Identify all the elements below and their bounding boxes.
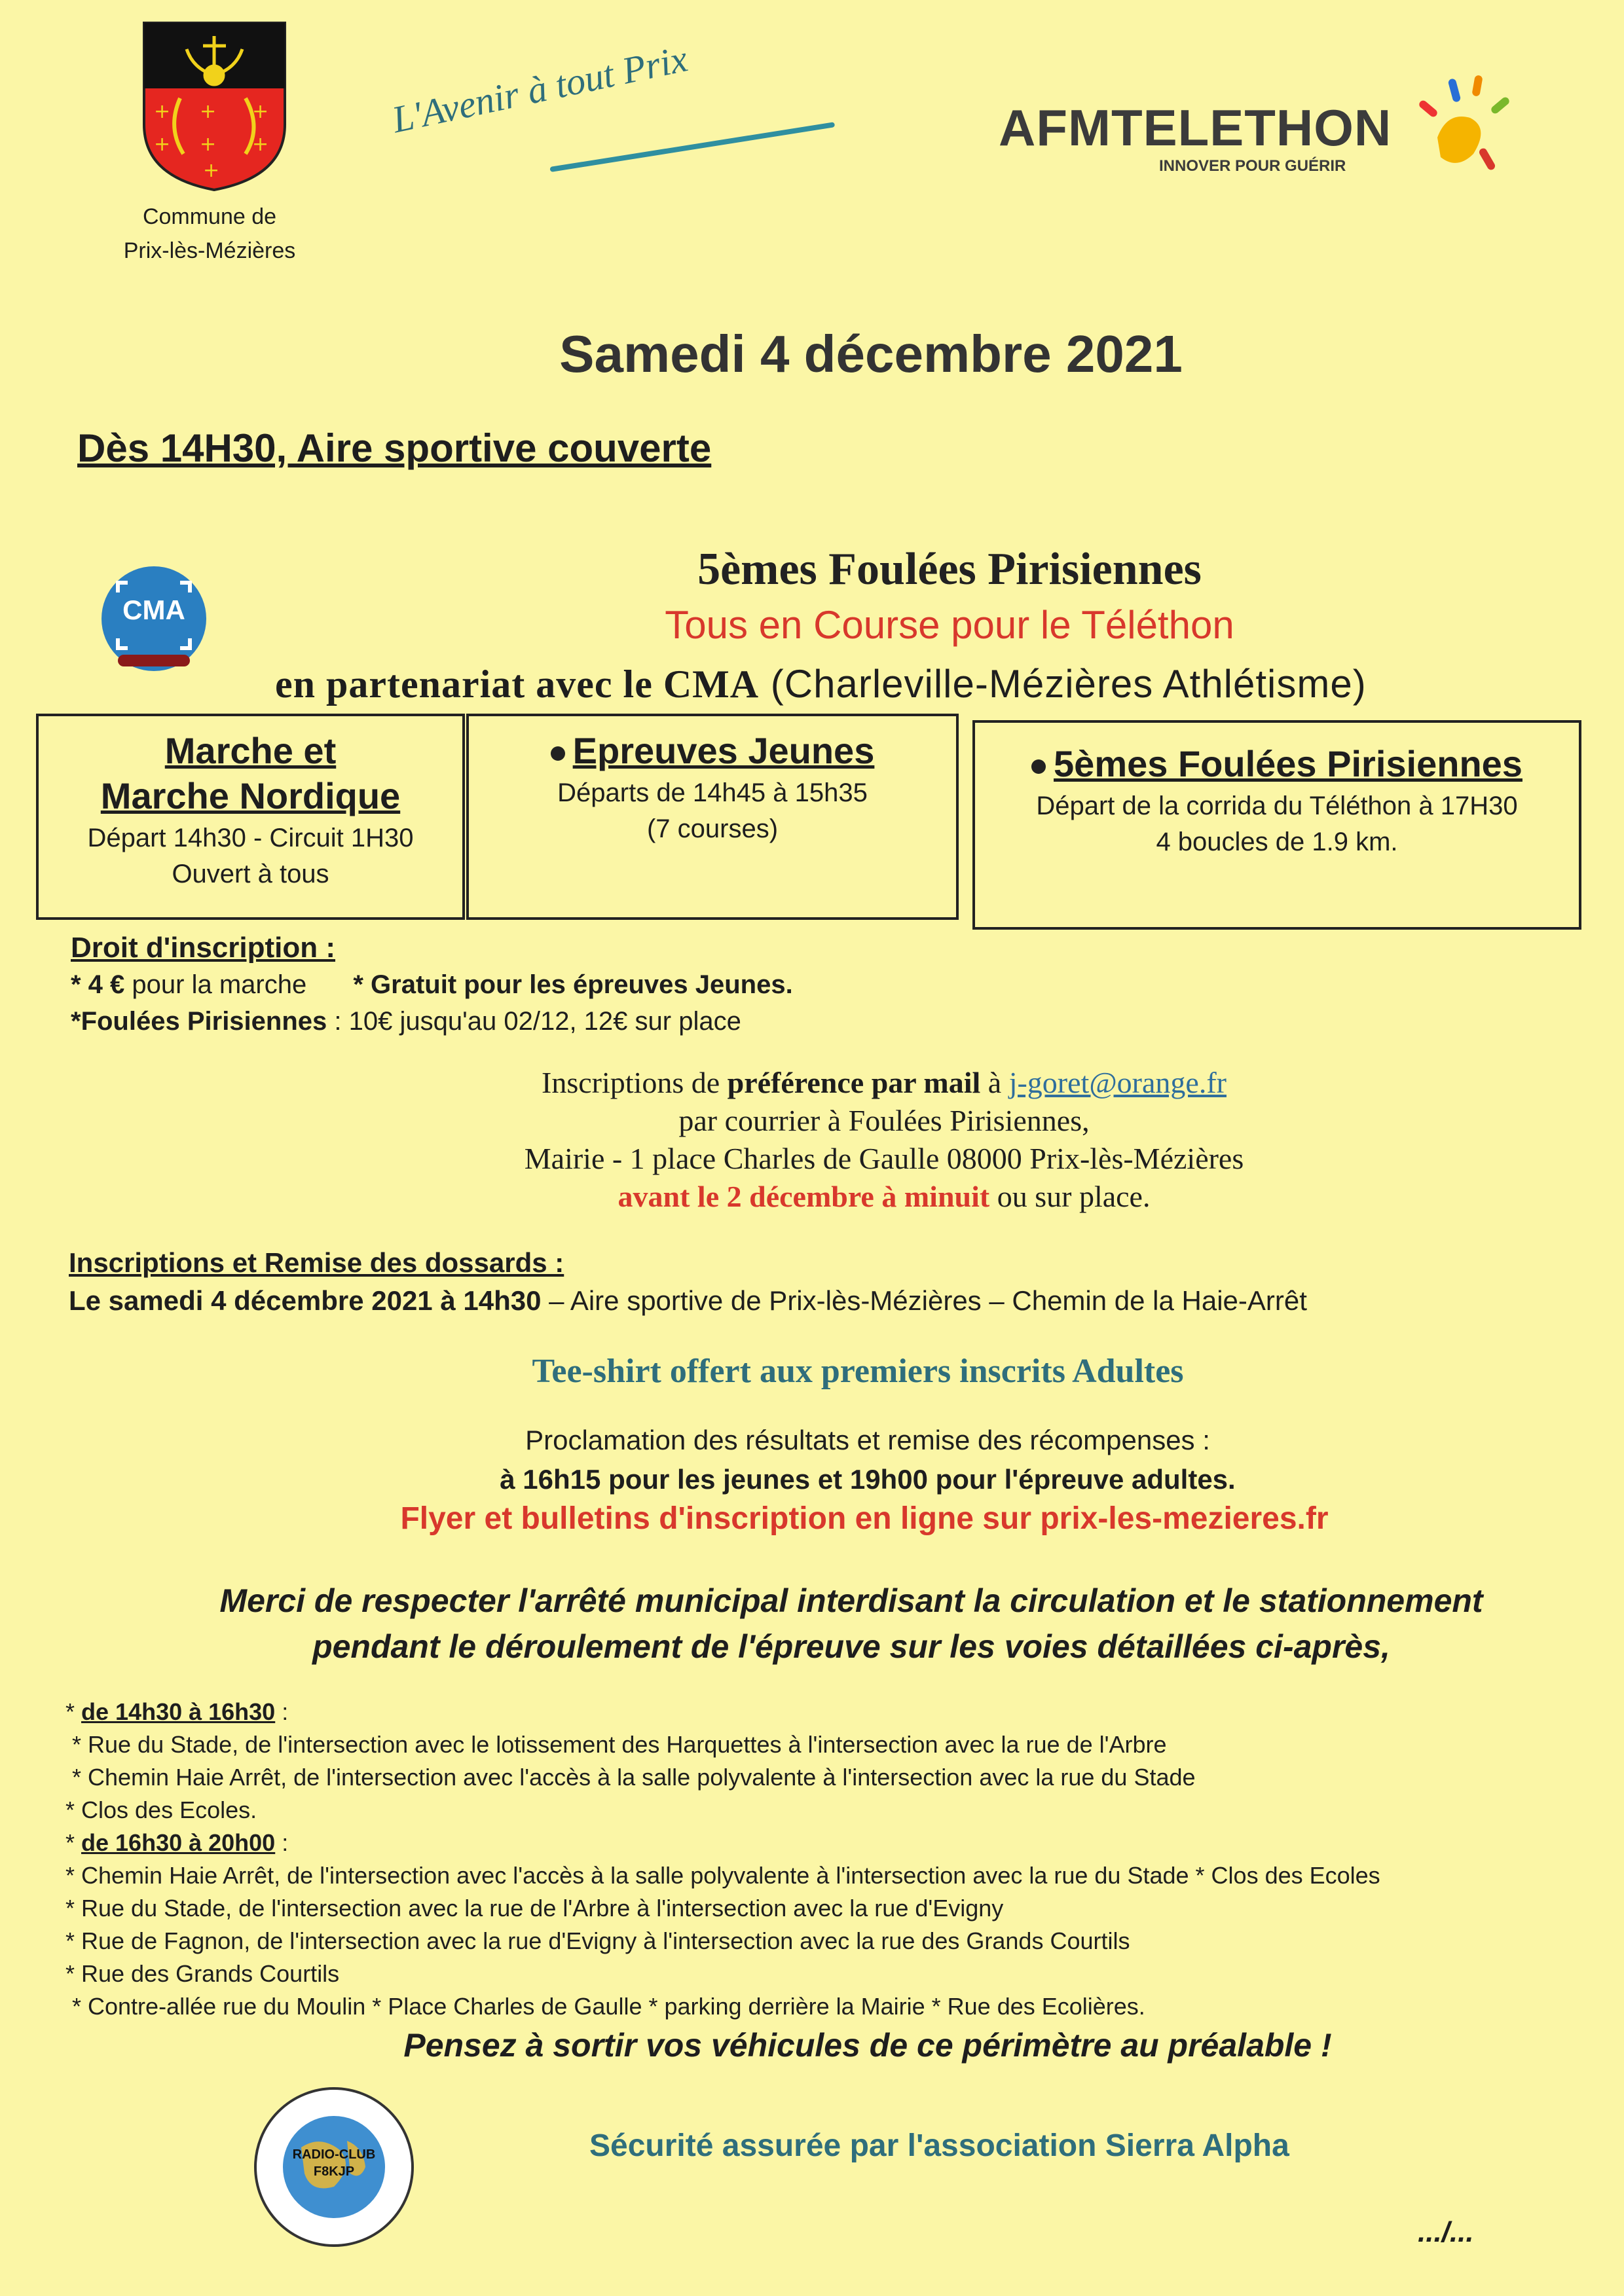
- radio-club-callsign: F8KJP: [313, 2164, 355, 2179]
- pensez-line: Pensez à sortir vos véhicules de ce périmètre au préalable !: [403, 2027, 1332, 2064]
- slogan-underline: [549, 122, 835, 172]
- period-1-title-row: [65, 1696, 1380, 1728]
- marche-title-2: Marche Nordique: [100, 775, 401, 816]
- inscriptions-preference: préférence par mail: [727, 1066, 981, 1099]
- inscriptions-text: Inscriptions de: [542, 1066, 728, 1099]
- radio-club-text: RADIO-CLUB: [292, 2147, 376, 2162]
- marche-line-2: Ouvert à tous: [172, 860, 329, 888]
- jeunes-title: Epreuves Jeunes: [572, 730, 875, 771]
- period-1-star: *: [65, 1698, 82, 1725]
- email-link[interactable]: j-goret@orange.fr: [1008, 1066, 1227, 1099]
- remise-place: – Aire sportive de Prix-lès-Mézières – Chemin de la Haie-Arrêt: [541, 1285, 1307, 1316]
- box-marche: [36, 714, 465, 920]
- flyer-line: Flyer et bulletins d'inscription en ligne sur prix-les-mezieres.fr: [400, 1501, 1329, 1536]
- bullet-icon: [1031, 759, 1046, 774]
- droit-section: [71, 930, 793, 1040]
- partnership-prefix: en partenariat avec le CMA: [275, 663, 760, 706]
- foulees-line-1: Départ de la corrida du Téléthon à 17H30: [1036, 792, 1518, 820]
- period-2-item: * Rue des Grands Courtils: [65, 1960, 340, 1987]
- svg-text:+: +: [154, 100, 171, 123]
- foulees-title-row: [975, 742, 1579, 785]
- commune-label: Commune de: [142, 204, 277, 229]
- droit-foulees-price: : 10€ jusqu'au 02/12, 12€ sur place: [327, 1007, 741, 1036]
- period-2-colon: :: [275, 1829, 289, 1856]
- marche-line-1: Départ 14h30 - Circuit 1H30: [87, 824, 414, 852]
- svg-text:+: +: [252, 133, 269, 156]
- inscriptions-line-4: [144, 1178, 1624, 1216]
- period-2-item: * Rue de Fagnon, de l'intersection avec la rue d'Evigny à l'intersection avec la rue des Grands Courtils: [65, 1927, 1130, 1954]
- jeunes-line-2: (7 courses): [646, 814, 779, 843]
- droit-marche-price: * 4 €: [71, 970, 125, 999]
- proclamation-section: [0, 1421, 1624, 1499]
- inscriptions-section: [0, 1064, 1624, 1216]
- remise-date: Le samedi 4 décembre 2021 à 14h30: [69, 1285, 542, 1316]
- proclamation-line-1: Proclamation des résultats et remise des récompenses :: [525, 1425, 1210, 1455]
- droit-jeunes: * Gratuit pour les épreuves Jeunes.: [353, 970, 793, 999]
- securite-line: Sécurité assurée par l'association Sierra Alpha: [589, 2128, 1289, 2163]
- foulees-title: 5èmes Foulées Pirisiennes: [1054, 743, 1522, 784]
- teeshirt-line: Tee-shirt offert aux premiers inscrits Adultes: [532, 1353, 1184, 1390]
- box-foulees: [972, 720, 1581, 930]
- inscriptions-line-3: Mairie - 1 place Charles de Gaulle 08000 Prix-lès-Mézières: [524, 1142, 1244, 1175]
- svg-text:+: +: [200, 100, 217, 123]
- svg-text:+: +: [252, 100, 269, 123]
- inscriptions-line-1: [144, 1064, 1624, 1102]
- svg-text:+: +: [200, 133, 217, 156]
- cma-logo-text: CMA: [122, 594, 185, 625]
- arrete-line-1: Merci de respecter l'arrêté municipal interdisant la circulation et le stationnement: [219, 1582, 1483, 1619]
- inscriptions-text-a: à: [980, 1066, 1009, 1099]
- period-2-item: * Rue du Stade, de l'intersection avec la rue de l'Arbre à l'intersection avec la rue d'Evigny: [65, 1895, 1004, 1922]
- radio-club-logo: [249, 2082, 419, 2252]
- telethon-sun-icon: [1411, 72, 1522, 183]
- droit-line-2: [71, 1003, 793, 1040]
- arrete-section: [0, 1578, 1624, 1669]
- period-1-title: de 14h30 à 16h30: [81, 1698, 276, 1725]
- inscriptions-onsite: ou sur place.: [989, 1180, 1151, 1213]
- period-2-item: * Chemin Haie Arrêt, de l'intersection avec l'accès à la salle polyvalente à l'intersection avec la rue du Stade * Clos des Ecoles: [65, 1862, 1380, 1889]
- period-1-item: * Chemin Haie Arrêt, de l'intersection avec l'accès à la salle polyvalente à l'intersection avec la rue du Stade: [72, 1764, 1196, 1791]
- foulees-line-2: 4 boucles de 1.9 km.: [1156, 828, 1398, 856]
- partnership-line: [275, 661, 1367, 707]
- partnership-suffix: (Charleville-Mézières Athlétisme): [770, 662, 1367, 706]
- cma-logo: [98, 563, 210, 674]
- afm-title: AFMTELETHON: [999, 99, 1392, 156]
- event-subtitle: Tous en Course pour le Téléthon: [665, 603, 1234, 647]
- remise-line: [69, 1282, 1307, 1320]
- event-title: 5èmes Foulées Pirisiennes: [697, 544, 1202, 594]
- arrete-line-2: pendant le déroulement de l'épreuve sur les voies détaillées ci-après,: [312, 1628, 1390, 1665]
- afm-tagline: INNOVER POUR GUÉRIR: [1159, 157, 1346, 175]
- period-2-item: * Contre-allée rue du Moulin * Place Charles de Gaulle * parking derrière la Mairie * Rue des Ecolières.: [72, 1993, 1145, 2020]
- droit-marche-label: pour la marche: [124, 970, 307, 999]
- proclamation-line-2: à 16h15 pour les jeunes et 19h00 pour l'épreuve adultes.: [500, 1464, 1236, 1495]
- remise-section: [69, 1244, 1307, 1320]
- period-2-star: *: [65, 1829, 82, 1856]
- droit-title: Droit d'inscription :: [71, 932, 335, 964]
- bullet-icon: [551, 746, 565, 761]
- jeunes-line-1: Départs de 14h45 à 15h35: [557, 778, 868, 807]
- inscriptions-line-2: par courrier à Foulées Pirisiennes,: [678, 1104, 1090, 1137]
- continuation-mark: .../...: [1418, 2216, 1474, 2248]
- marche-title-1: Marche et: [164, 730, 337, 771]
- slogan: L'Avenir à tout Prix: [388, 37, 692, 141]
- remise-title: Inscriptions et Remise des dossards :: [69, 1247, 564, 1278]
- event-date: Samedi 4 décembre 2021: [559, 325, 1183, 383]
- commune-name: Prix-lès-Mézières: [123, 238, 296, 263]
- period-1-item: * Clos des Ecoles.: [65, 1796, 257, 1823]
- period-2-title: de 16h30 à 20h00: [81, 1829, 276, 1856]
- coat-of-arms-logo: [141, 20, 288, 193]
- restrictions-list: [65, 1696, 1380, 2023]
- inscriptions-deadline: avant le 2 décembre à minuit: [618, 1180, 990, 1213]
- box-jeunes: [466, 714, 959, 920]
- svg-text:+: +: [154, 133, 171, 156]
- afm-telethon-logo: [999, 98, 1522, 190]
- period-1-item: * Rue du Stade, de l'intersection avec le lotissement des Harquettes à l'intersection avec la rue de l'Arbre: [72, 1731, 1167, 1758]
- svg-text:+: +: [203, 159, 220, 182]
- jeunes-title-row: [469, 729, 956, 772]
- period-2-title-row: [65, 1827, 1380, 1859]
- event-location: Dès 14H30, Aire sportive couverte: [77, 426, 712, 470]
- droit-foulees-label: *Foulées Pirisiennes: [71, 1007, 327, 1036]
- period-1-colon: :: [275, 1698, 289, 1725]
- droit-line-1: [71, 966, 793, 1003]
